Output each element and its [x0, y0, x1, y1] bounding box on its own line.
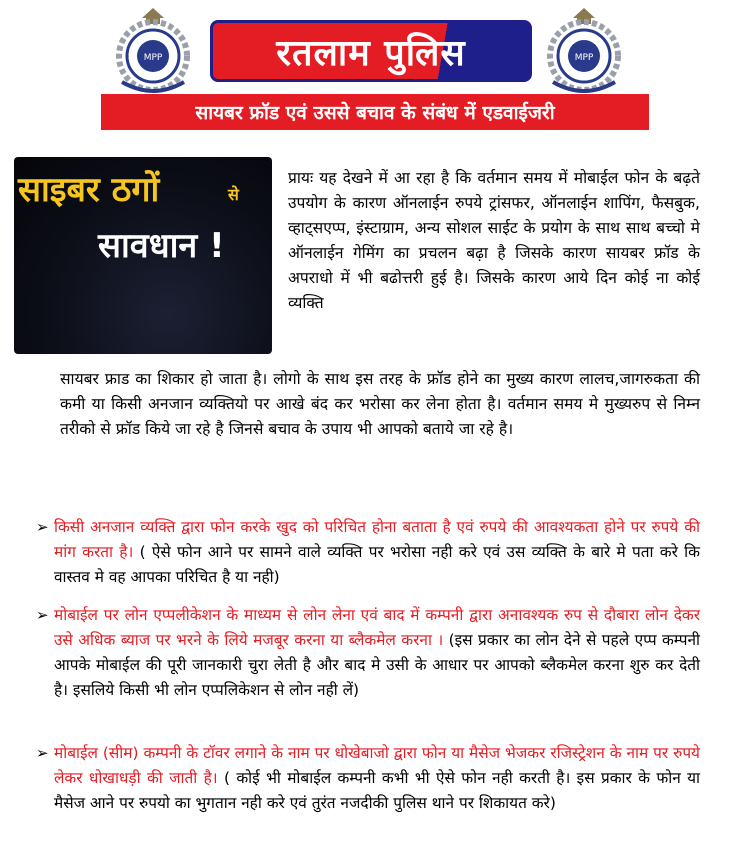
- bullet-1-advice: ( ऐसे फोन आने पर सामने वाले व्यक्ति पर भरोसा नही करे एवं उस व्यक्ति के बारे मे पता करे कि वास्तव मे वह आपका परिचित है या नही): [54, 543, 700, 586]
- poster-line-2: सावधान !: [98, 226, 225, 266]
- arrow-bullet-icon: ➢: [36, 744, 49, 762]
- advisory-subtitle: सायबर फ्रॉड एवं उससे बचाव के संबंध में एडवाईजरी: [101, 94, 649, 130]
- advisory-bullet-3: [36, 741, 700, 816]
- arrow-bullet-icon: ➢: [36, 606, 49, 624]
- cyber-warning-poster: [14, 157, 272, 354]
- bullet-2-advice: (इस प्रकार का लोन देने से पहले एप्प कम्पनी आपके मोबाईल की पूरी जानकारी चुरा लेती है और बाद मे उसी के आधार पर आपको ब्लैकमेल करना शुरु कर देती है। इसलिये किसी भी लोन एप्पलिकेशन से लोन नही लें): [54, 631, 700, 699]
- svg-text:MPP: MPP: [143, 53, 163, 63]
- page-title: रतलाम पुलिस: [276, 32, 466, 74]
- police-emblem-right-icon: [543, 4, 625, 94]
- poster-line-1: साइबर ठगों: [18, 170, 160, 210]
- arrow-bullet-icon: ➢: [36, 518, 49, 536]
- bullet-1-warning: किसी अनजान व्यक्ति द्वारा फोन करके खुद को परिचित होना बताता है एवं रुपये की आवश्यकता होने पर रुपये की मांग करता है।: [54, 518, 700, 561]
- advisory-bullet-2: [36, 603, 700, 703]
- svg-text:MPP: MPP: [574, 53, 594, 63]
- advisory-bullet-1: [36, 515, 700, 590]
- intro-paragraph-part-1: प्रायः यह देखने में आ रहा है कि वर्तमान समय में मोबाईल फोन के बढ़ते उपयोग के कारण ऑनलाईन रुपये ट्रांसफर, ऑनलाईन शापिंग, फैसबुक, व्हाट्सएप्प, इंस्टाग्राम, अन्य सोशल साईट के प्रयोग के साथ साथ बच्चो मे ऑनलाईन गेमिंग का प्रचलन बढ़ा है जिसके कारण सायबर फ्रॉड के अपराधो में भी बढोत्तरी हुई है। जिसके कारण आये दिन कोई ना कोई व्यक्ति: [288, 169, 700, 312]
- bullet-2-warning: मोबाईल पर लोन एप्पलीकेशन के माध्यम से लोन लेना एवं बाद में कम्पनी द्वारा अनावश्यक रुप से दौबारा लोन देकर उसे अधिक ब्याज पर भरने के लिये मजबूर करना या ब्लैकमेल करना ।: [54, 606, 700, 649]
- bullet-3-warning: मोबाईल (सीम) कम्पनी के टॉवर लगाने के नाम पर धोखेबाजो द्वारा फोन या मैसेज भेजकर रजिस्ट्रेशन के नाम पर रुपये लेकर धोखाधड़ी की जाती है।: [54, 744, 700, 787]
- police-emblem-left-icon: [112, 4, 194, 94]
- bullet-3-advice: ( कोई भी मोबाईल कम्पनी कभी भी ऐसे फोन नही करती है। इस प्रकार के फोन या मैसेज आने पर रुपयो का भुगतान नही करे एवं तुरंत नजदीकी पुलिस थाने पर शिकायत करे): [54, 769, 701, 812]
- header-title-box: [210, 20, 532, 82]
- intro-paragraph-part-2: सायबर फ्राड का शिकार हो जाता है। लोगो के साथ इस तरह के फ्रॉड होने का मुख्य कारण लालच,जागरुकता की कमी या किसी अनजान व्यक्तियो पर आखे बंद कर भरोसा कर लेना होता है। वर्तमान समय मे मुख्यरुप से निम्न तरीको से फ्रॉड किये जा रहे है जिनसे बचाव के उपाय भी आपको बताये जा रहे है।: [60, 370, 700, 438]
- poster-line-1-small: से: [228, 185, 239, 204]
